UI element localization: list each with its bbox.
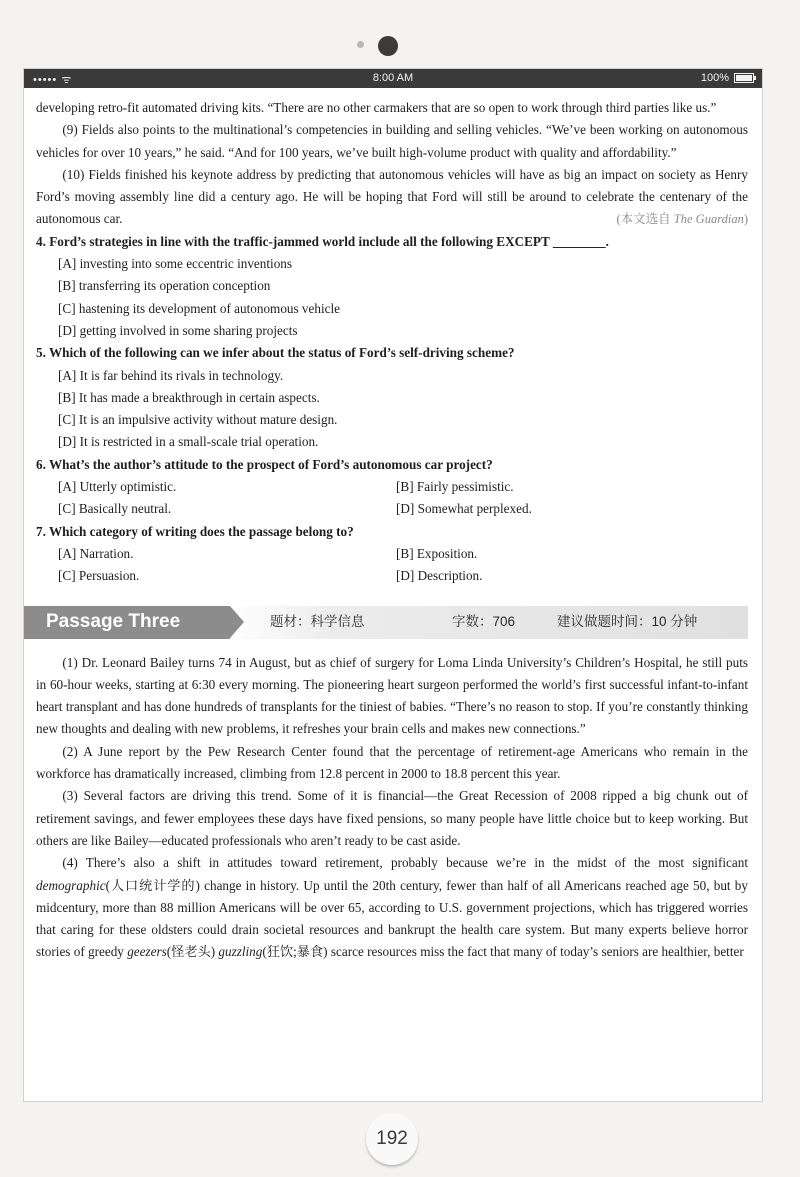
q5-option-b[interactable]: [B] It has made a breakthrough in certain aspects. xyxy=(58,389,320,405)
paragraph-10 xyxy=(36,164,748,231)
battery-fill xyxy=(736,75,752,81)
pp4-text-c: scarce resources miss the fact that many of today’s seniors are healthier, better xyxy=(327,944,744,960)
gloss-guzzling: (狂饮;暴食) xyxy=(262,944,328,960)
passage-paragraph-1: (1) Dr. Leonard Bailey turns 74 in August, but as chief of surgery for Loma Linda University’s Children’s Hospital, he still puts in 60-hour weeks, starting at 6:30 every morning. The pioneering heart surgeon performed the world’s first successful infant-to-infant heart transplant and has done hundreds of transplants for the tiniest of babies. “There’s no reason to stop. If you’re constantly thinking new thoughts and dealing with new problems, it refreshes your brain cells and makes new connections.” xyxy=(36,654,748,737)
passage-banner xyxy=(24,606,748,639)
q4-option-b[interactable]: [B] transferring its operation conception xyxy=(58,278,271,294)
page-number: 192 xyxy=(366,1113,418,1165)
passage-title: Passage Three xyxy=(24,606,230,639)
passage-info xyxy=(230,606,748,639)
question-6: 6. What’s the author’s attitude to the prospect of Ford’s autonomous car project? xyxy=(36,456,493,472)
source-name: The Guardian xyxy=(673,212,744,227)
wifi-icon: ᯤ xyxy=(61,74,73,86)
source-suffix: ) xyxy=(743,212,748,227)
gloss-geezers: (怪老头) xyxy=(166,944,216,960)
q6-option-a[interactable]: [A] Utterly optimistic. xyxy=(58,479,177,495)
camera-icon xyxy=(378,36,398,56)
battery-icon xyxy=(734,73,754,83)
light-sensor xyxy=(357,41,364,48)
q7-option-b[interactable]: [B] Exposition. xyxy=(396,545,478,561)
q6-option-d[interactable]: [D] Somewhat perplexed. xyxy=(396,501,532,517)
vocab-guzzling: guzzling xyxy=(218,944,263,960)
q5-option-d[interactable]: [D] It is restricted in a small-scale trial operation. xyxy=(58,434,319,450)
q6-options-row-1 xyxy=(36,476,748,498)
q4-option-a[interactable]: [A] investing into some eccentric inventions xyxy=(58,256,293,272)
vocab-geezers: geezers xyxy=(127,944,167,960)
q7-options-row-2 xyxy=(36,565,748,587)
status-time: 8:00 AM xyxy=(372,72,414,84)
passage-paragraph-2: (2) A June report by the Pew Research Center found that the percentage of retirement-age Americans who remain in the workforce has dramatically increased, climbing from 12.8 percent in 2000 to 18.8 percent this year. xyxy=(36,743,748,782)
paragraph-10-text: (10) Fields finished his keynote address by predicting that autonomous vehicles will have as big an impact on society as Henry Ford’s moving assembly line did a century ago. He will be hoping that Ford will still be around to celebrate the centenary of the autonomous car. xyxy=(36,166,748,227)
vocab-demographic: demographic xyxy=(36,877,106,893)
q6-option-c[interactable]: [C] Basically neutral. xyxy=(58,501,172,517)
passage-suggested-time: 建议做题时间：10 分钟 xyxy=(557,613,698,629)
q5-option-c[interactable]: [C] It is an impulsive activity without mature design. xyxy=(58,412,338,428)
battery-status xyxy=(701,72,754,84)
signal-icon: ••••• xyxy=(33,74,58,86)
question-4: 4. Ford’s strategies in line with the traffic-jammed world include all the following EXCEPT ________. xyxy=(36,233,609,249)
passage-paragraph-3: (3) Several factors are driving this trend. Some of it is financial—the Great Recession of 2008 ripped a big chunk out of retirement savings, and fewer employees these days have fixed pensions, so many people have little choice but to keep working. But others are like Bailey—educated professionals who aren’t ready to be cast aside. xyxy=(36,788,748,848)
device-screen xyxy=(23,68,763,1102)
reading-content[interactable] xyxy=(24,88,762,964)
q7-options-row-1 xyxy=(36,543,748,565)
pp4-text-b: change in history. Up until the 20th century, fewer than half of all Americans reached age 50, but by midcentury, more than 88 million Americans will be over 65, according to U.S. government projections, which has triggered worries that caring for these oldsters could drain societal resources and bankrupt the health care system. But many experts believe horror stories of greedy xyxy=(36,877,748,960)
passage-paragraph-4 xyxy=(36,852,748,963)
q6-options-row-2 xyxy=(36,498,748,520)
gloss-demographic: (人口统计学的) xyxy=(105,877,200,893)
q4-option-d[interactable]: [D] getting involved in some sharing projects xyxy=(58,322,298,338)
q7-option-c[interactable]: [C] Persuasion. xyxy=(58,568,140,584)
q5-option-a[interactable]: [A] It is far behind its rivals in technology. xyxy=(58,367,284,383)
passage-word-count: 字数：706 xyxy=(452,613,516,629)
source-prefix: (本文选自 xyxy=(616,212,674,227)
q7-option-d[interactable]: [D] Description. xyxy=(396,568,483,584)
paragraph-9: (9) Fields also points to the multinational’s competencies in building and selling vehicles. “We’ve been working on autonomous vehicles for over 10 years,” he said. “And for 100 years, we’ve built high-volume product with quality and affordability.” xyxy=(36,122,748,160)
question-5: 5. Which of the following can we infer about the status of Ford’s self-driving scheme? xyxy=(36,345,515,361)
question-7: 7. Which category of writing does the passage belong to? xyxy=(36,523,354,539)
source-citation xyxy=(590,208,748,230)
battery-percent: 100% xyxy=(700,72,729,84)
passage-topic: 题材：科学信息 xyxy=(270,613,365,629)
q6-option-b[interactable]: [B] Fairly pessimistic. xyxy=(396,479,514,495)
q4-option-c[interactable]: [C] hastening its development of autonomous vehicle xyxy=(58,300,341,316)
q7-option-a[interactable]: [A] Narration. xyxy=(58,545,134,561)
status-bar xyxy=(24,69,762,88)
paragraph-continued: developing retro-fit automated driving kits. “There are no other carmakers that are so open to work through third parties like us.” xyxy=(36,100,717,115)
pp4-text-a: (4) There’s also a shift in attitudes toward retirement, probably because we’re in the midst of the most significant xyxy=(62,855,748,871)
